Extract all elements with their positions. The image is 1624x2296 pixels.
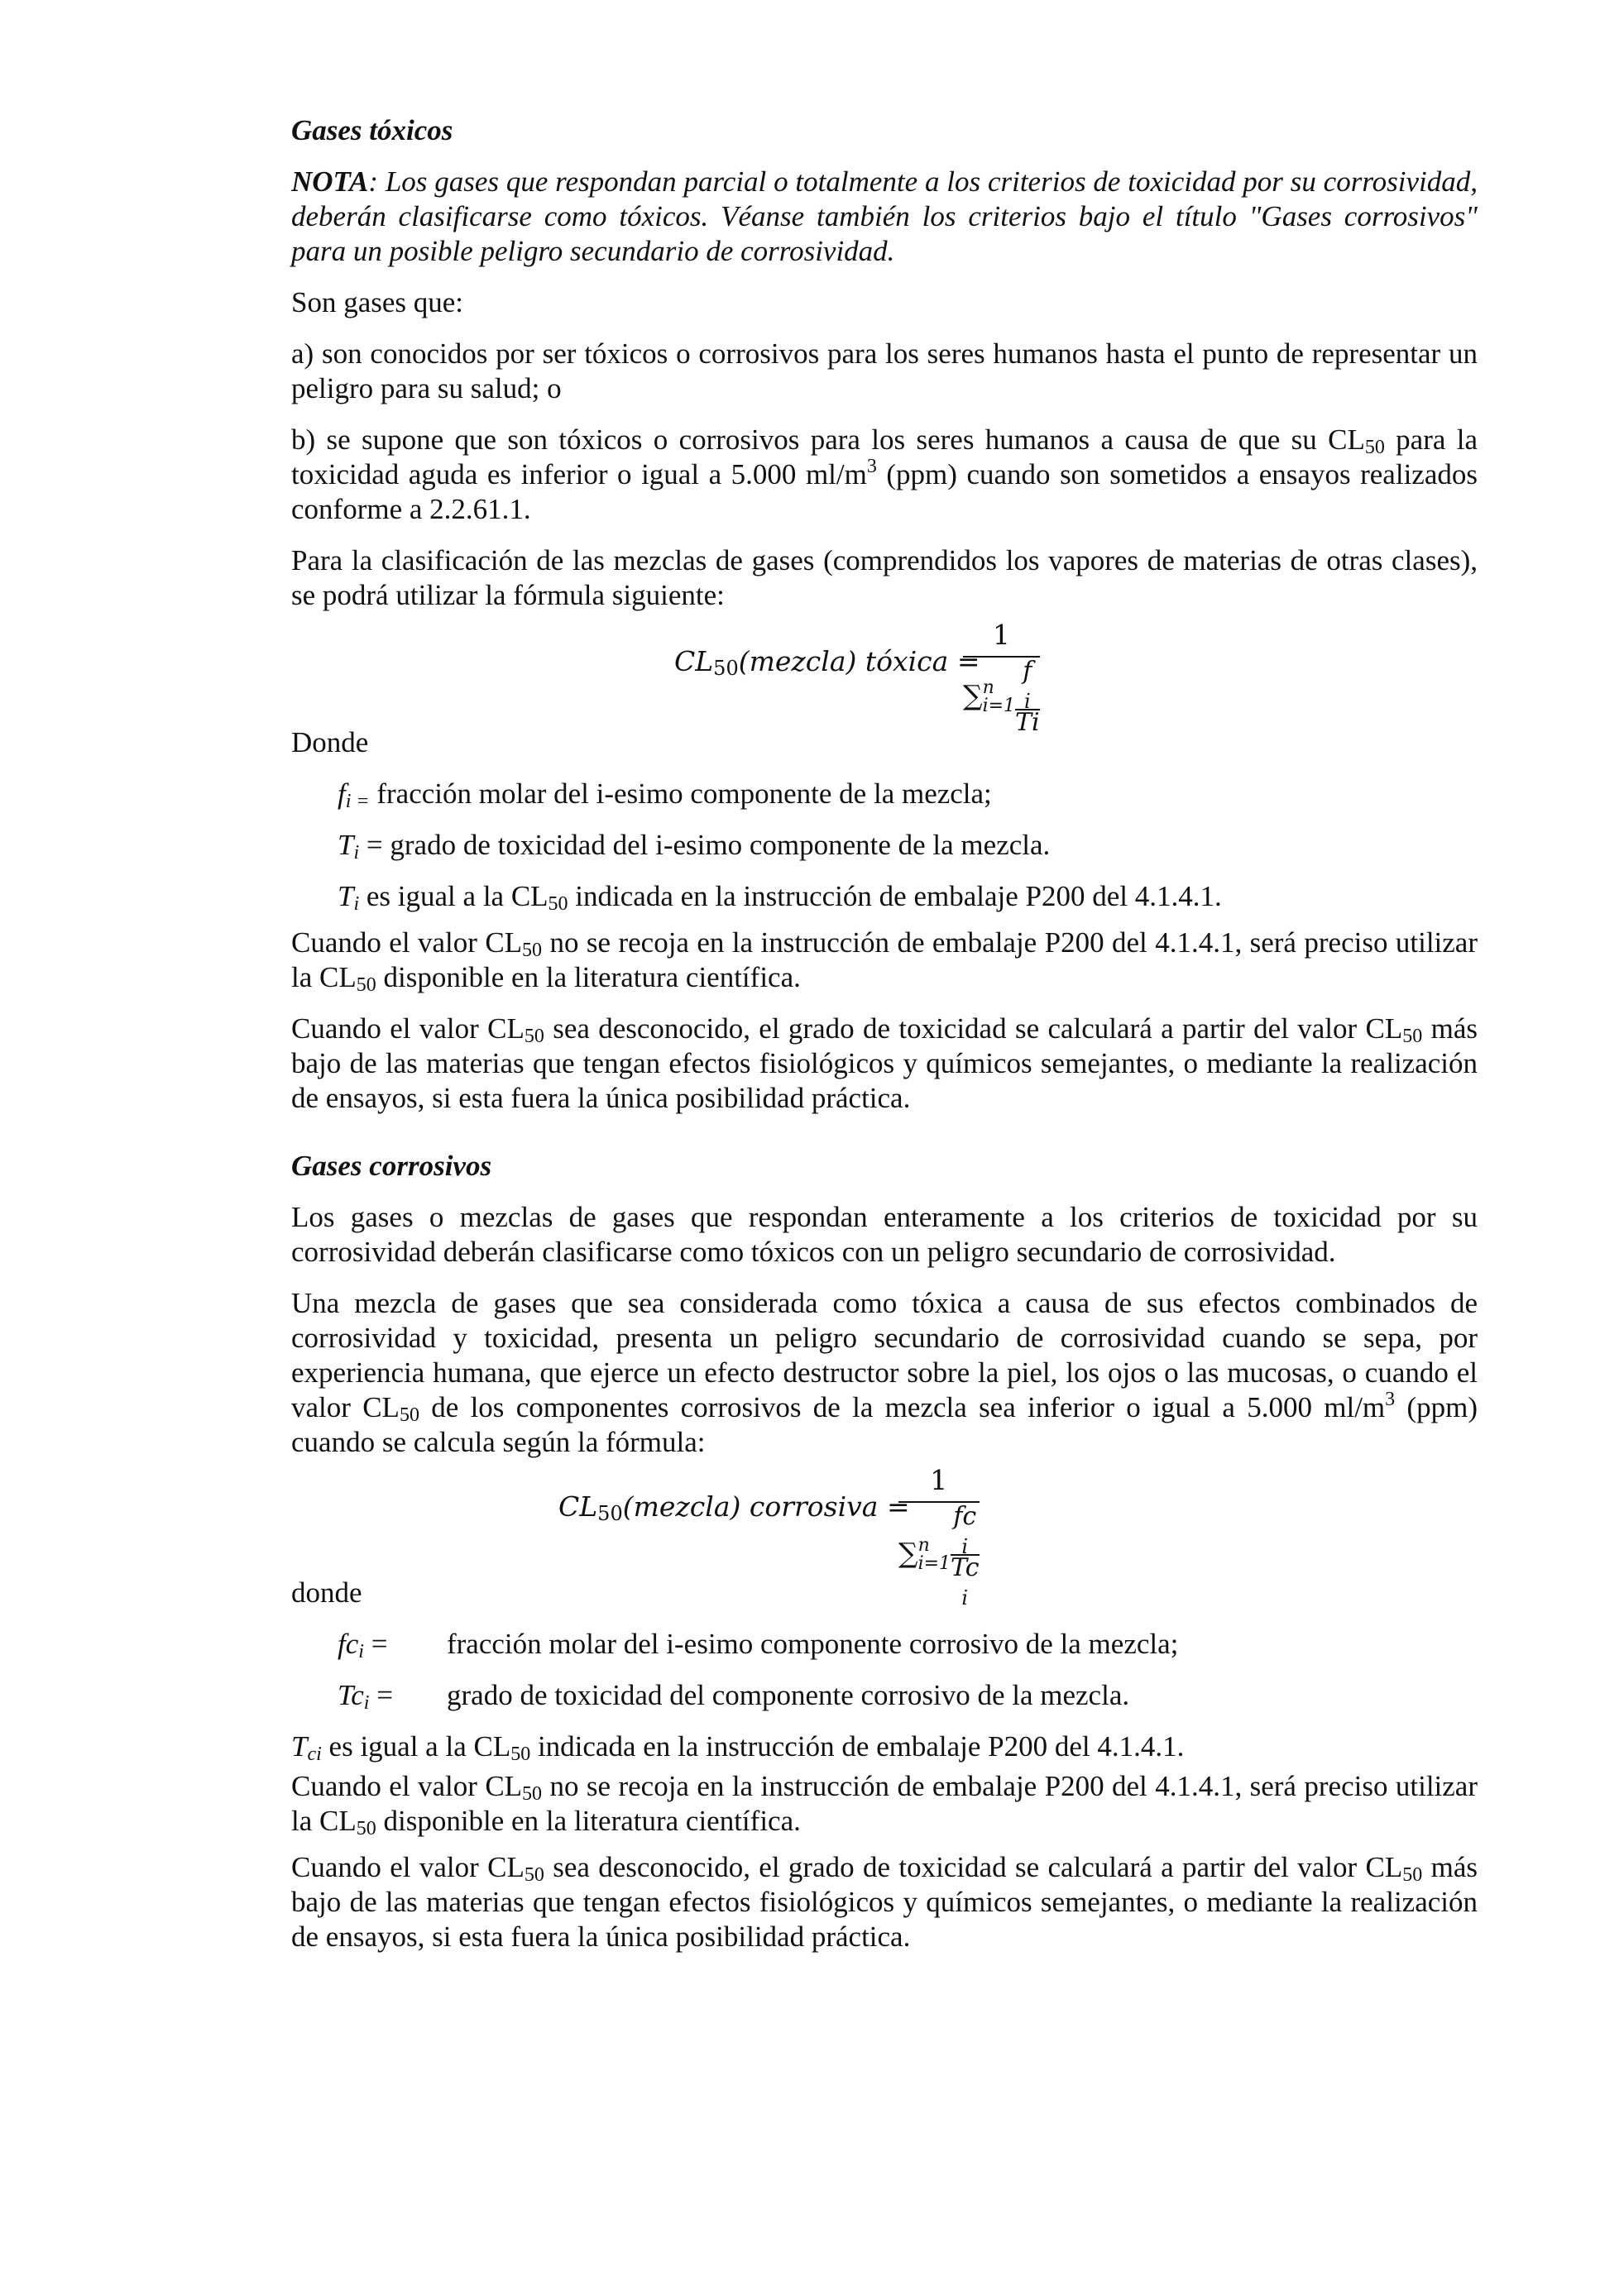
sum-limits bbox=[983, 679, 1015, 715]
def-fi bbox=[338, 777, 1478, 811]
item-b bbox=[291, 423, 1478, 527]
p2-unknown-cl50 bbox=[291, 1850, 1478, 1954]
formula2-lhs-rest: (mezcla) corrosiva = bbox=[622, 1490, 910, 1523]
sum2-limits bbox=[918, 1537, 951, 1573]
formula2-cl-sub: 50 bbox=[597, 1502, 623, 1525]
def-fci-eq: = bbox=[363, 1628, 388, 1660]
cl50-sub: 50 bbox=[510, 1744, 531, 1765]
def-tci-sym: Tc bbox=[338, 1679, 364, 1711]
item-b-text-3: (ppm) cuando son sometidos a ensayos realizados conforme a 2.2.61.1. bbox=[291, 458, 1478, 525]
p-no-cl50-3: disponible en la literatura científica. bbox=[376, 961, 801, 993]
formula-toxica bbox=[291, 613, 1478, 737]
p2-no-cl50-3: disponible en la literatura científica. bbox=[376, 1805, 801, 1837]
p2-no-cl50 bbox=[291, 1769, 1478, 1839]
corrosive-p2-1: Una mezcla de gases que sea considerada como tóxica a causa de sus efectos combinados de corrosividad y toxicidad, presenta un peligro secundario de corrosividad cuando se sepa, por experiencia humana, que ejerce un efecto destructor sobre la piel, los ojos o las mucosas, o cuando el valor CL bbox=[291, 1287, 1478, 1423]
def-fci-text: fracción molar del i-esimo componente corrosivo de la mezcla; bbox=[447, 1628, 1179, 1660]
nota-text: : Los gases que respondan parcial o totalmente a los criterios de toxicidad por su corrosividad, deberán clasificarse como tóxicos. Véanse también los criterios bajo el título "Gases corrosivos" para un posible peligro secundario de corrosividad. bbox=[291, 165, 1478, 267]
p2-unk-1: Cuando el valor CL bbox=[291, 1851, 525, 1883]
def-tci2-text-2: indicada en la instrucción de embalaje P200 del 4.1.4.1. bbox=[530, 1730, 1185, 1763]
formula-cl-sub: 50 bbox=[713, 657, 739, 680]
def-ti2-text-1: es igual a la CL bbox=[359, 880, 549, 912]
def-fci-symbol bbox=[338, 1627, 387, 1662]
formula-numerator: 1 bbox=[963, 618, 1040, 658]
def-ti2-cl-sub: 50 bbox=[548, 893, 568, 915]
corrosive-p2 bbox=[291, 1286, 1478, 1460]
cl50-sub: 50 bbox=[522, 940, 543, 961]
section-heading-gases-corrosivos: Gases corrosivos bbox=[291, 1150, 492, 1182]
p-unk-3: más bajo de las materias que tengan efectos fisiológicos y químicos semejantes, o mediante la realización de ensayos, si esta fuera la única posibilidad práctica. bbox=[291, 1012, 1478, 1114]
p2-unk-2: sea desconocido, el grado de toxicidad se calculará a partir del valor CL bbox=[544, 1851, 1403, 1883]
nota-paragraph bbox=[291, 165, 1478, 269]
formula2-lhs bbox=[558, 1490, 910, 1524]
lim-top: n bbox=[982, 677, 994, 698]
item-b-sub: 50 bbox=[1364, 437, 1385, 458]
p-unknown-cl50 bbox=[291, 1012, 1478, 1116]
sigma2-symbol: ∑ bbox=[898, 1537, 918, 1569]
cl50-sub: 50 bbox=[1402, 1864, 1423, 1886]
formula-cl: CL bbox=[674, 645, 714, 677]
def-tci2-text-1: es igual a la CL bbox=[321, 1730, 511, 1763]
def-tci-p200 bbox=[291, 1729, 1478, 1764]
sigma-symbol: ∑ bbox=[963, 679, 983, 711]
cl50-sub: 50 bbox=[356, 974, 376, 996]
def-tci-symbol bbox=[338, 1678, 393, 1713]
corrosive-p1: Los gases o mezclas de gases que respondan enteramente a los criterios de toxicidad por su corrosividad deberán clasificarse como tóxicos con un peligro secundario de corrosividad. bbox=[291, 1201, 1478, 1268]
def-ti-sub: i bbox=[353, 842, 360, 863]
def-fci bbox=[291, 1627, 1478, 1662]
def-tci-text: grado de toxicidad del componente corrosivo de la mezcla. bbox=[447, 1679, 1130, 1711]
inner-num: f bbox=[1023, 657, 1032, 686]
def-ti-symbol: T bbox=[338, 829, 354, 861]
nota-label: NOTA bbox=[291, 165, 369, 198]
inner2-num: fc bbox=[953, 1502, 977, 1531]
cl50-sub: 50 bbox=[522, 1783, 543, 1805]
cl50-sub: 50 bbox=[356, 1818, 376, 1839]
formula-lhs bbox=[674, 644, 980, 679]
p2-unk-3: más bajo de las materias que tengan efectos fisiológicos y químicos semejantes, o mediante la realización de ensayos, si esta fuera la única posibilidad práctica. bbox=[291, 1851, 1478, 1953]
p2-no-cl50-1: Cuando el valor CL bbox=[291, 1770, 523, 1802]
corrosive-p2-2: de los componentes corrosivos de la mezcla sea inferior o igual a 5.000 ml/m bbox=[419, 1391, 1386, 1423]
def-ti2-text-2: indicada en la instrucción de embalaje P200 del 4.1.4.1. bbox=[568, 880, 1222, 912]
p2-no-cl50-2: no se recoja en la instrucción de embalaje P200 del 4.1.4.1, será preciso utilizar la CL bbox=[291, 1770, 1478, 1837]
inner2-den: Tc bbox=[951, 1553, 980, 1582]
def-fi-sub: i = bbox=[345, 791, 370, 812]
p-no-cl50-2: no se recoja en la instrucción de embalaje P200 del 4.1.4.1, será preciso utilizar la CL bbox=[291, 926, 1478, 993]
inner-num-sub: i bbox=[1023, 690, 1031, 713]
formula2-fraction bbox=[898, 1463, 980, 1610]
corrosive-p2-sup: 3 bbox=[1385, 1389, 1396, 1410]
def-fi-text: fracción molar del i-esimo componente de la mezcla; bbox=[369, 777, 992, 810]
lim2-top: n bbox=[917, 1535, 930, 1556]
cl50-sub: 50 bbox=[399, 1404, 419, 1426]
formula2-numerator: 1 bbox=[898, 1463, 980, 1503]
p-unk-1: Cuando el valor CL bbox=[291, 1012, 525, 1045]
def-tci2-sub: ci bbox=[307, 1744, 322, 1765]
formula2-denominator bbox=[898, 1502, 980, 1610]
section-heading-gases-toxicos: Gases tóxicos bbox=[291, 114, 453, 146]
inner2-num-sub: i bbox=[961, 1535, 969, 1558]
p-no-cl50 bbox=[291, 926, 1478, 995]
lim-bottom: i=1 bbox=[982, 696, 1016, 716]
item-b-text-1: b) se supone que son tóxicos o corrosivos para los seres humanos a causa de que su CL bbox=[291, 423, 1365, 456]
mix-text: Para la clasificación de las mezclas de gases (comprendidos los vapores de materias de otras clases), se podrá utilizar la fórmula siguiente: bbox=[291, 544, 1478, 611]
cl50-sub: 50 bbox=[524, 1026, 544, 1047]
lim2-bottom: i=1 bbox=[917, 1553, 951, 1574]
inner2-den-sub: i bbox=[961, 1586, 969, 1610]
def-ti bbox=[338, 828, 1478, 863]
donde-label: Donde bbox=[291, 726, 369, 758]
p-unk-2: sea desconocido, el grado de toxicidad se calculará a partir del valor CL bbox=[544, 1012, 1403, 1045]
formula2-cl: CL bbox=[558, 1490, 598, 1523]
item-a: a) son conocidos por ser tóxicos o corrosivos para los seres humanos hasta el punto de representar un peligro para su salud; o bbox=[291, 337, 1478, 404]
def-ti-text: = grado de toxicidad del i-esimo componente de la mezcla. bbox=[359, 829, 1051, 861]
def-ti-p200 bbox=[338, 879, 1478, 914]
formula-denominator bbox=[963, 658, 1040, 735]
def-fci-sub: i bbox=[358, 1641, 364, 1662]
formula-fraction bbox=[963, 618, 1040, 735]
item-b-sup: 3 bbox=[866, 456, 877, 477]
cl50-sub: 50 bbox=[524, 1864, 544, 1886]
def-fi-symbol: f bbox=[338, 777, 346, 810]
inner2-fraction bbox=[951, 1502, 980, 1610]
def-tci2-symbol: T bbox=[291, 1730, 308, 1763]
def-tci-eq: = bbox=[369, 1679, 393, 1711]
intro-text: Son gases que: bbox=[291, 286, 464, 318]
def-ti2-symbol: T bbox=[338, 880, 354, 912]
def-ti2-sub: i bbox=[353, 893, 360, 915]
donde2-label: donde bbox=[291, 1576, 362, 1609]
p-no-cl50-1: Cuando el valor CL bbox=[291, 926, 523, 959]
formula-lhs-rest: (mezcla) tóxica = bbox=[738, 645, 980, 677]
inner-den: Ti bbox=[1015, 708, 1040, 737]
corrosive-p2-3: (ppm) cuando se calcula según la fórmula: bbox=[291, 1391, 1478, 1458]
def-tci bbox=[291, 1678, 1478, 1713]
def-tci-sub: i bbox=[363, 1692, 370, 1714]
cl50-sub: 50 bbox=[1402, 1026, 1423, 1047]
def-fci-sym: fc bbox=[338, 1628, 359, 1660]
document-body bbox=[291, 113, 1478, 1954]
inner-fraction bbox=[1015, 659, 1040, 735]
item-b-text-2: para la toxicidad aguda es inferior o igual a 5.000 ml/m bbox=[291, 423, 1478, 490]
